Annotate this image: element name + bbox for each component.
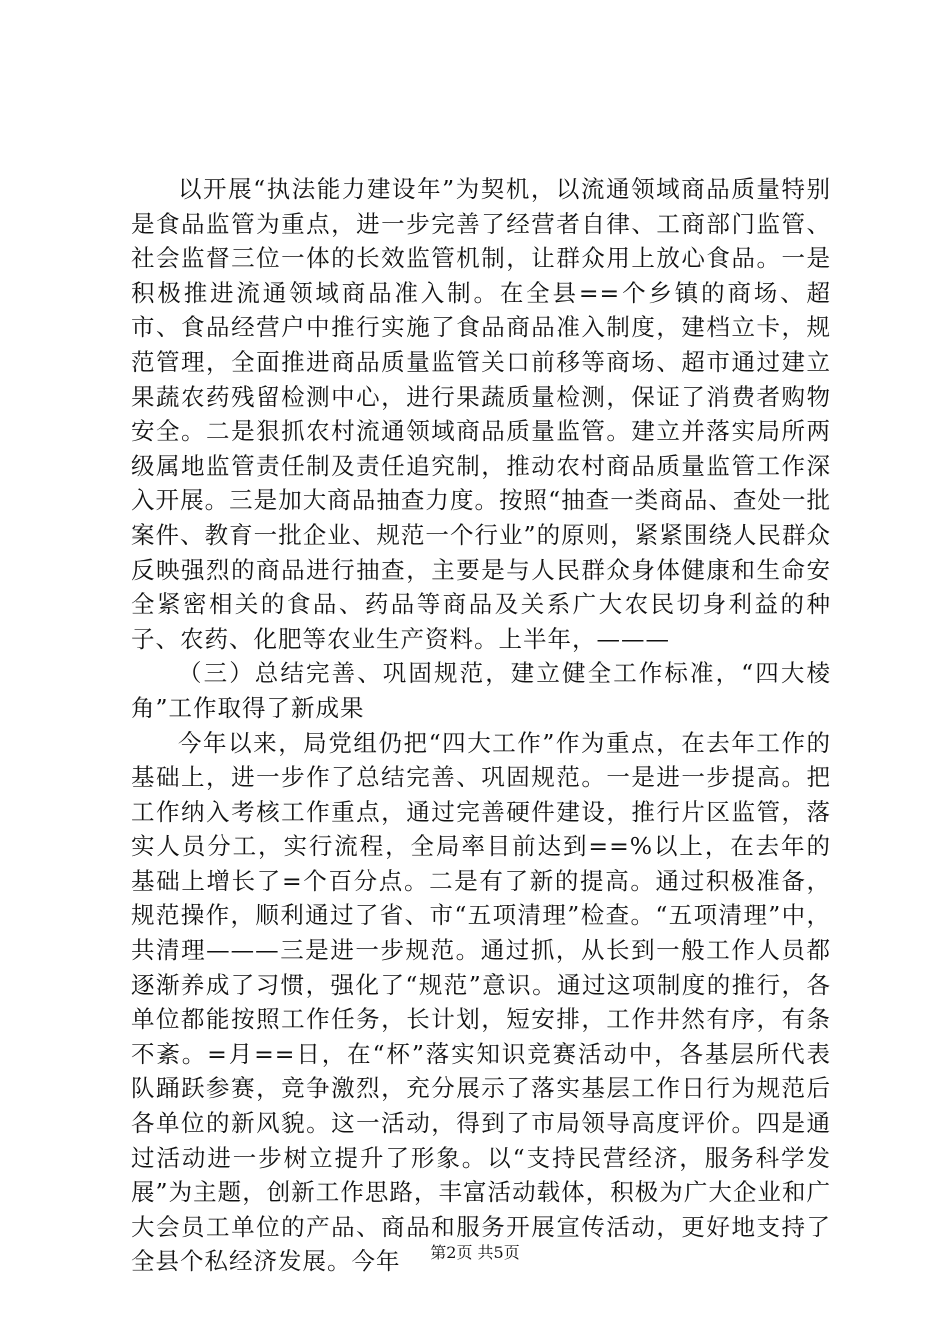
document-body bbox=[131, 172, 831, 1279]
body-paragraph-1: 以开展“执法能力建设年”为契机，以流通领域商品质量特别是食品监管为重点，进一步完善了经营者自律、工商部门监管、社会监督三位一体的长效监管机制，让群众用上放心食品。一是积极推进流通领域商品准入制。在全县==个乡镇的商场、超市、食品经营户中推行实施了食品商品准入制度，建档立卡，规范管理，全面推进商品质量监管关口前移等商场、超市通过建立果蔬农药残留检测中心，进行果蔬质量检测，保证了消费者购物安全。二是狠抓农村流通领域商品质量监管。建立并落实局所两级属地监管责任制及责任追究制，推动农村商品质量监管工作深入开展。三是加大商品抽查力度。按照“抽查一类商品、查处一批案件、教育一批企业、规范一个行业”的原则，紧紧围绕人民群众反映强烈的商品进行抽查，主要是与人民群众身体健康和生命安全紧密相关的食品、药品等商品及关系广大农民切身利益的种子、农药、化肥等农业生产资料。上半年，——— bbox=[131, 175, 831, 653]
body-paragraph-2: 今年以来，局党组仍把“四大工作”作为重点，在去年工作的基础上，进一步作了总结完善、巩固规范。一是进一步提高。把工作纳入考核工作重点，通过完善硬件建设，推行片区监管，落实人员分工，实行流程，全局率目前达到==%以上，在去年的基础上增长了=个百分点。二是有了新的提高。通过积极准备，规范操作，顺利通过了省、市“五项清理”检查。“五项清理”中，共清理———三是进一步规范。通过抓，从长到一般工作人员都逐渐养成了习惯，强化了“规范”意识。通过这项制度的推行，各单位都能按照工作任务，长计划，短安排，工作井然有序，有条不紊。=月==日，在“杯”落实知识竞赛活动中，各基层所代表队踊跃参赛，竞争激烈，充分展示了落实基层工作日行为规范后各单位的新风貌。这一活动，得到了市局领导高度评价。四是通过活动进一步树立提升了形象。以“支持民营经济，服务科学发展”为主题，创新工作思路，丰富活动载体，积极为广大企业和广大会员工单位的产品、商品和服务开展宣传活动，更好地支持了全县个私经济发展。今年 bbox=[131, 728, 831, 1276]
page-number-footer: 第2页 共5页 bbox=[430, 1243, 520, 1262]
section-heading: （三）总结完善、巩固规范，建立健全工作标准，“四大棱角”工作取得了新成果 bbox=[131, 659, 831, 722]
